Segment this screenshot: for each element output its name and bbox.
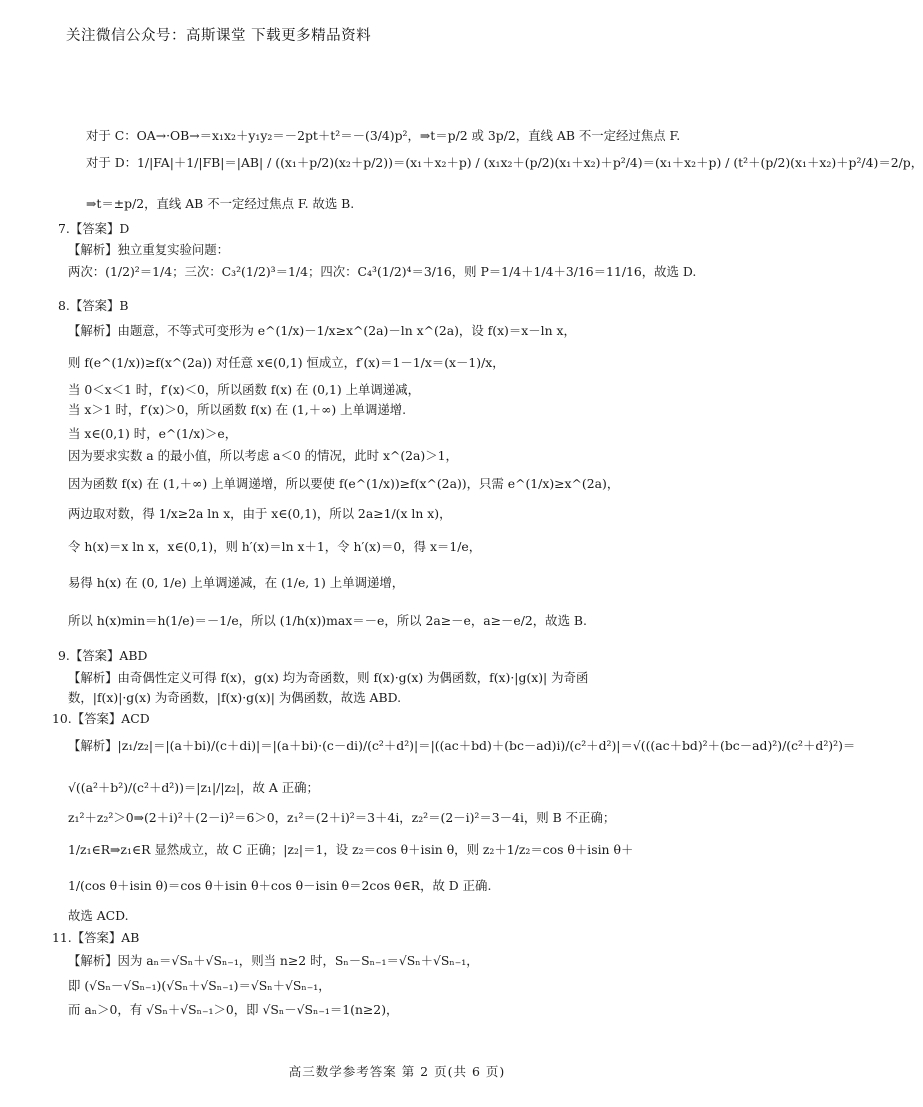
- text-line: 1/z₁∈R⇒z₁∈R 显然成立，故 C 正确；|z₂|＝1，设 z₂＝cos θ＋isin θ，则 z₂＋1/z₂＝cos θ＋isin θ＋: [68, 842, 634, 857]
- text-line: 【解析】|z₁/z₂|＝|(a＋bi)/(c＋di)|＝|(a＋bi)·(c－di)/(c²＋d²)|＝|((ac＋bd)＋(bc－ad)i)/(c²＋d²)|＝√(((ac＋bd)²＋(bc－ad)²)/(c²＋d²)²)＝: [68, 738, 856, 753]
- text-line: 【解析】独立重复实验问题：: [68, 242, 230, 257]
- page-footer: 高三数学参考答案 第 2 页(共 6 页): [288, 1064, 506, 1079]
- text-line: 令 h(x)＝x ln x，x∈(0,1)，则 h′(x)＝ln x＋1，令 h′(x)＝0，得 x＝1/e，: [68, 539, 482, 554]
- text-line: 两边取对数，得 1/x≥2a ln x，由于 x∈(0,1)，所以 2a≥1/(x ln x)，: [68, 506, 452, 521]
- text-line: 1/(cos θ＋isin θ)＝cos θ＋isin θ＋cos θ－isin θ＝2cos θ∈R，故 D 正确.: [68, 878, 492, 893]
- text-line: 即 (√Sₙ－√Sₙ₋₁)(√Sₙ＋√Sₙ₋₁)＝√Sₙ＋√Sₙ₋₁，: [68, 978, 331, 993]
- text-line: √((a²＋b²)/(c²＋d²))＝|z₁|/|z₂|，故 A 正确；: [68, 780, 319, 795]
- text-line: z₁²＋z₂²＞0⇒(2＋i)²＋(2－i)²＝6＞0，z₁²＝(2＋i)²＝3＋4i，z₂²＝(2－i)²＝3－4i，则 B 不正确；: [68, 810, 616, 825]
- text-line: 【解析】由奇偶性定义可得 f(x)，g(x) 均为奇函数，则 f(x)·g(x) 为偶函数，f(x)·|g(x)| 为奇函: [68, 670, 589, 685]
- page-header: 关注微信公众号：高斯课堂 下载更多精品资料: [66, 28, 372, 44]
- text-line: 则 f(e^(1/x))≥f(x^(2a)) 对任意 x∈(0,1) 恒成立，f′(x)＝1－1/x＝(x－1)/x，: [68, 355, 505, 370]
- text-line: 当 x∈(0,1) 时，e^(1/x)＞e，: [68, 426, 238, 441]
- text-line: 数，|f(x)|·g(x) 为奇函数，|f(x)·g(x)| 为偶函数，故选 ABD.: [68, 690, 402, 705]
- text-line: 8.【答案】B: [58, 298, 129, 313]
- text-line: 因为函数 f(x) 在 (1,＋∞) 上单调递增，所以要使 f(e^(1/x))≥f(x^(2a))，只需 e^(1/x)≥x^(2a)，: [68, 476, 620, 491]
- text-line: 当 x＞1 时，f′(x)＞0，所以函数 f(x) 在 (1,＋∞) 上单调递增.: [68, 402, 407, 417]
- text-line: 10.【答案】ACD: [52, 711, 150, 726]
- text-line: 而 aₙ＞0，有 √Sₙ＋√Sₙ₋₁＞0，即 √Sₙ－√Sₙ₋₁＝1(n≥2)，: [68, 1002, 399, 1017]
- text-line: 故选 ACD.: [68, 908, 129, 923]
- text-line: ⇒t＝±p/2，直线 AB 不一定经过焦点 F. 故选 B.: [86, 196, 355, 211]
- text-line: 所以 h(x)min＝h(1/e)＝－1/e，所以 (1/h(x))max＝－e，所以 2a≥－e，a≥－e/2，故选 B.: [68, 613, 587, 628]
- text-line: 两次：(1/2)²＝1/4；三次：C₃²(1/2)³＝1/4；四次：C₄³(1/2)⁴＝3/16，则 P＝1/4＋1/4＋3/16＝11/16，故选 D.: [68, 264, 697, 279]
- text-line: 11.【答案】AB: [52, 930, 140, 945]
- text-line: 【解析】由题意，不等式可变形为 e^(1/x)－1/x≥x^(2a)－ln x^(2a)，设 f(x)＝x－ln x，: [68, 323, 576, 338]
- text-line: 对于 D：1/|FA|＋1/|FB|＝|AB| / ((x₁＋p/2)(x₂＋p/2))＝(x₁＋x₂＋p) / (x₁x₂＋(p/2)(x₁＋x₂)＋p²/4)＝(x₁＋x₂＋p) / (t²＋(p/2)(x₁＋x₂)＋p²/4)＝2/p，: [86, 155, 923, 170]
- text-line: 因为要求实数 a 的最小值，所以考虑 a＜0 的情况，此时 x^(2a)＞1，: [68, 448, 458, 463]
- text-line: 易得 h(x) 在 (0, 1/e) 上单调递减，在 (1/e, 1) 上单调递增，: [68, 575, 405, 590]
- text-line: 9.【答案】ABD: [58, 648, 148, 663]
- text-line: 对于 C：OA→·OB→＝x₁x₂＋y₁y₂＝－2pt＋t²＝－(3/4)p²，⇒t＝p/2 或 3p/2，直线 AB 不一定经过焦点 F.: [86, 128, 681, 143]
- text-line: 【解析】因为 aₙ＝√Sₙ＋√Sₙ₋₁，则当 n≥2 时，Sₙ－Sₙ₋₁＝√Sₙ＋√Sₙ₋₁，: [68, 953, 479, 968]
- text-line: 7.【答案】D: [58, 221, 130, 236]
- text-line: 当 0＜x＜1 时，f′(x)＜0，所以函数 f(x) 在 (0,1) 上单调递减，: [68, 382, 420, 397]
